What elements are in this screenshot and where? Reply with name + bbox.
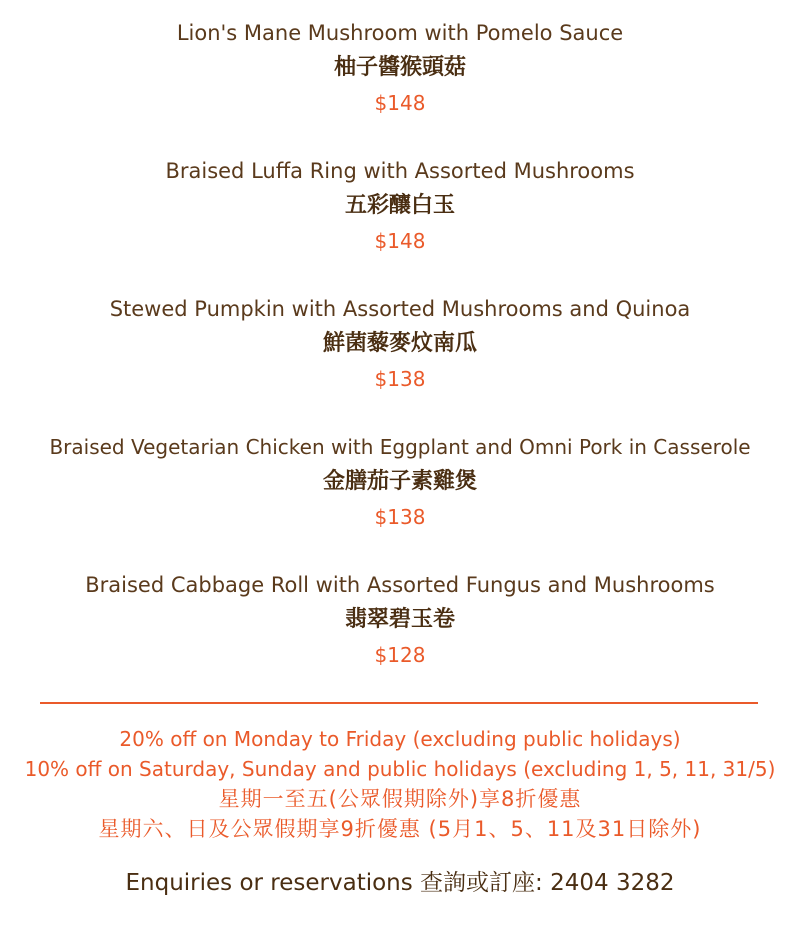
dish-name-zh: 鮮菌藜麥炆南瓜	[322, 331, 477, 356]
dish-price: $148	[374, 91, 426, 115]
menu-item	[0, 296, 800, 392]
promo-weekday-zh: 星期一至五(公眾假期除外)享8折優惠	[218, 787, 582, 811]
dish-name-zh: 五彩釀白玉	[344, 193, 455, 218]
dish-name-en: Braised Cabbage Roll with Assorted Fungus and Mushrooms	[85, 573, 715, 597]
dish-price: $148	[374, 229, 426, 253]
dish-name-en: Braised Vegetarian Chicken with Eggplant and Omni Pork in Casserole	[49, 435, 751, 459]
menu-item	[0, 434, 800, 530]
section-divider	[40, 702, 758, 704]
dish-price: $138	[374, 367, 426, 391]
menu-item	[0, 20, 800, 116]
dish-name-zh: 柚子醬猴頭菇	[333, 55, 466, 80]
dish-price: $128	[374, 643, 426, 667]
dish-name-en: Braised Luffa Ring with Assorted Mushrooms	[165, 159, 635, 183]
menu-item	[0, 572, 800, 668]
dish-name-en: Stewed Pumpkin with Assorted Mushrooms and Quinoa	[109, 297, 691, 321]
promo-weekend-zh: 星期六、日及公眾假期享9折優惠 (5月1、5、11及31日除外)	[98, 817, 702, 841]
dish-name-zh: 翡翠碧玉卷	[344, 607, 455, 632]
promo-weekday-en: 20% off on Monday to Friday (excluding public holidays)	[119, 727, 681, 751]
contact-info: Enquiries or reservations 查詢或訂座: 2404 3282	[125, 870, 675, 896]
dish-price: $138	[374, 505, 426, 529]
dish-name-en: Lion's Mane Mushroom with Pomelo Sauce	[176, 21, 624, 45]
menu-item	[0, 158, 800, 254]
promo-weekend-en: 10% off on Saturday, Sunday and public holidays (excluding 1, 5, 11, 31/5)	[24, 757, 776, 781]
dish-name-zh: 金膳茄子素雞煲	[322, 469, 477, 494]
